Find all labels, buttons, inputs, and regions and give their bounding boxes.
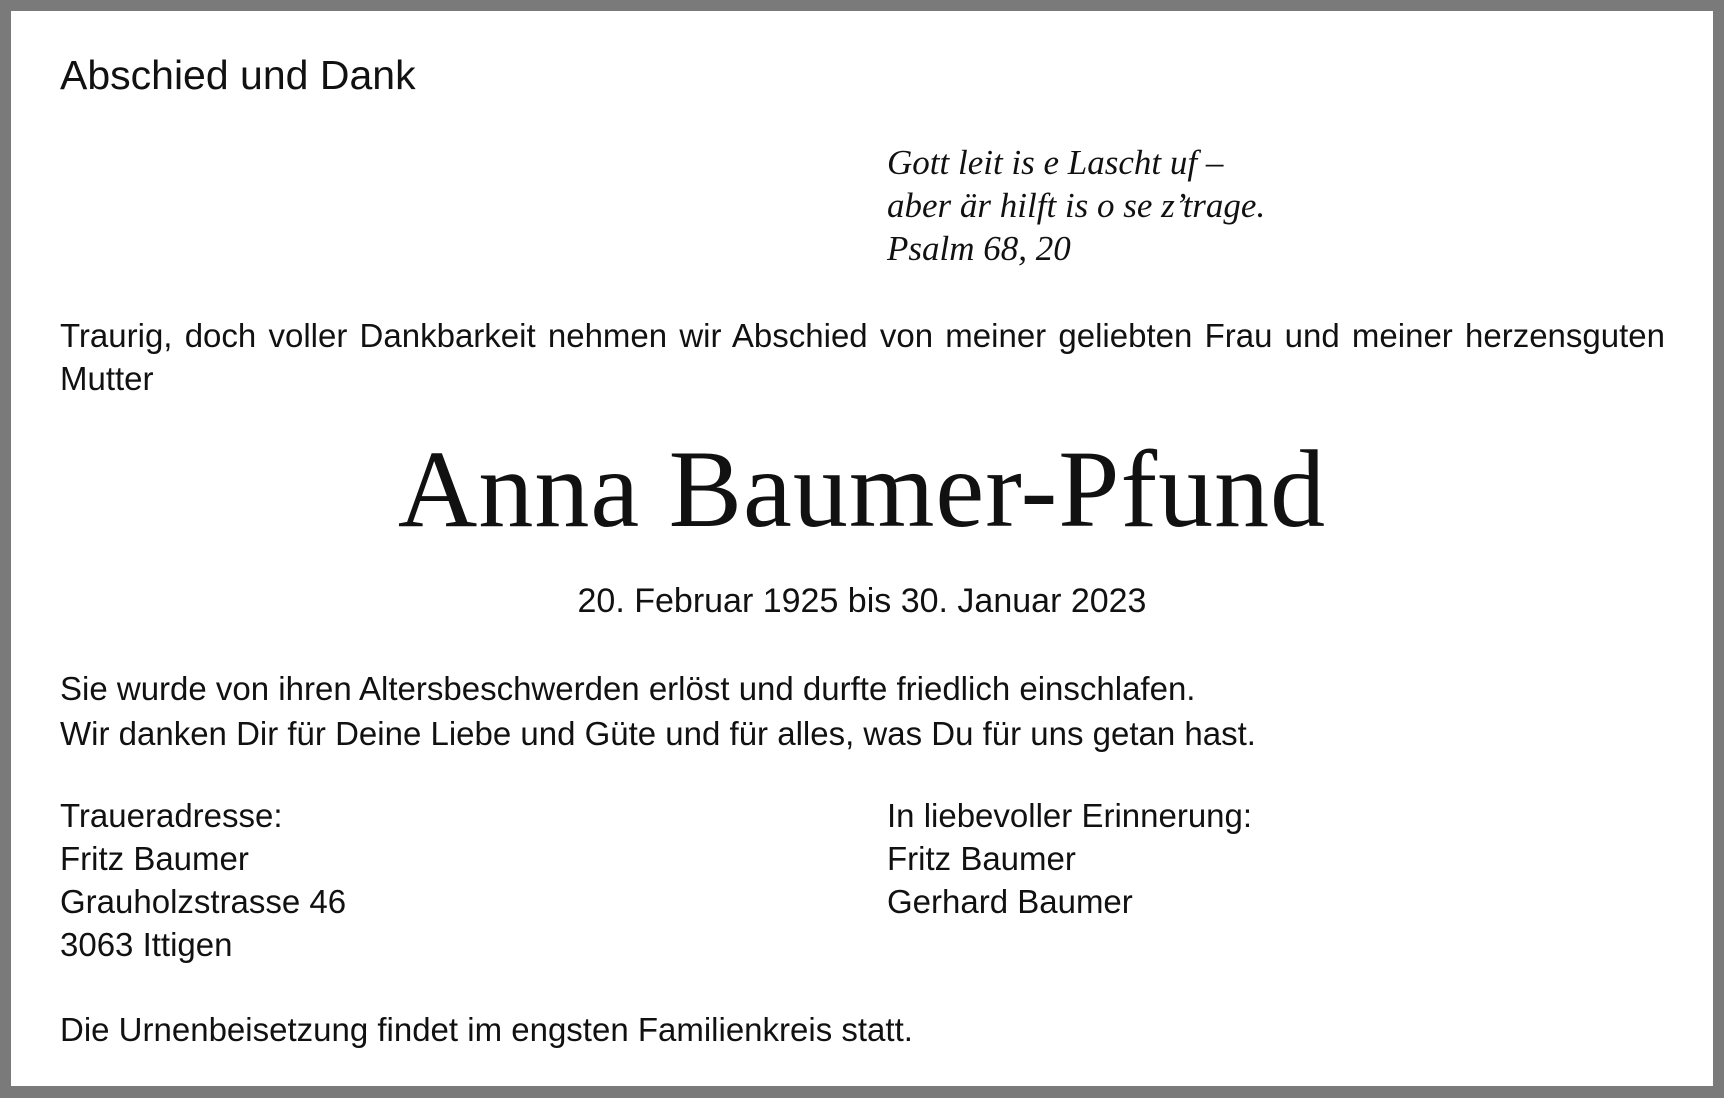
message-line-2: Wir danken Dir für Deine Liebe und Güte und für alles, was Du für uns getan hast. [60,715,1256,752]
psalm-line-2: aber är hilft is o se z’trage. [887,186,1266,225]
life-dates: 20. Februar 1925 bis 30. Januar 2023 [577,582,1147,620]
memory-label: In liebevoller Erinnerung: [887,797,1253,834]
burial-note: Die Urnenbeisetzung findet im engsten Familienkreis statt. [60,1011,913,1048]
notice-heading: Abschied und Dank [60,52,416,98]
farewell-message [60,666,1256,756]
memory-name: Fritz Baumer [887,840,1076,877]
mourning-address [60,794,346,966]
in-memory-block [887,794,1252,923]
psalm-reference: Psalm 68, 20 [887,229,1071,268]
message-line-1: Sie wurde von ihren Altersbeschwerden erlöst und durfte friedlich einschlafen. [60,670,1196,707]
psalm-line-1: Gott leit is e Lascht uf – [887,143,1224,182]
obituary-notice [11,11,1713,1086]
deceased-name: Anna Baumer-Pfund [397,428,1327,550]
address-city: 3063 Ittigen [60,926,233,963]
address-name: Fritz Baumer [60,840,249,877]
address-label: Traueradresse: [60,797,283,834]
memory-name: Gerhard Baumer [887,883,1133,920]
intro-text: Traurig, doch voller Dankbarkeit nehmen wir Abschied von meiner geliebten Frau und meiner herzensguten Mutter [60,317,1665,397]
psalm-quote [887,141,1265,270]
address-street: Grauholzstrasse 46 [60,883,347,920]
